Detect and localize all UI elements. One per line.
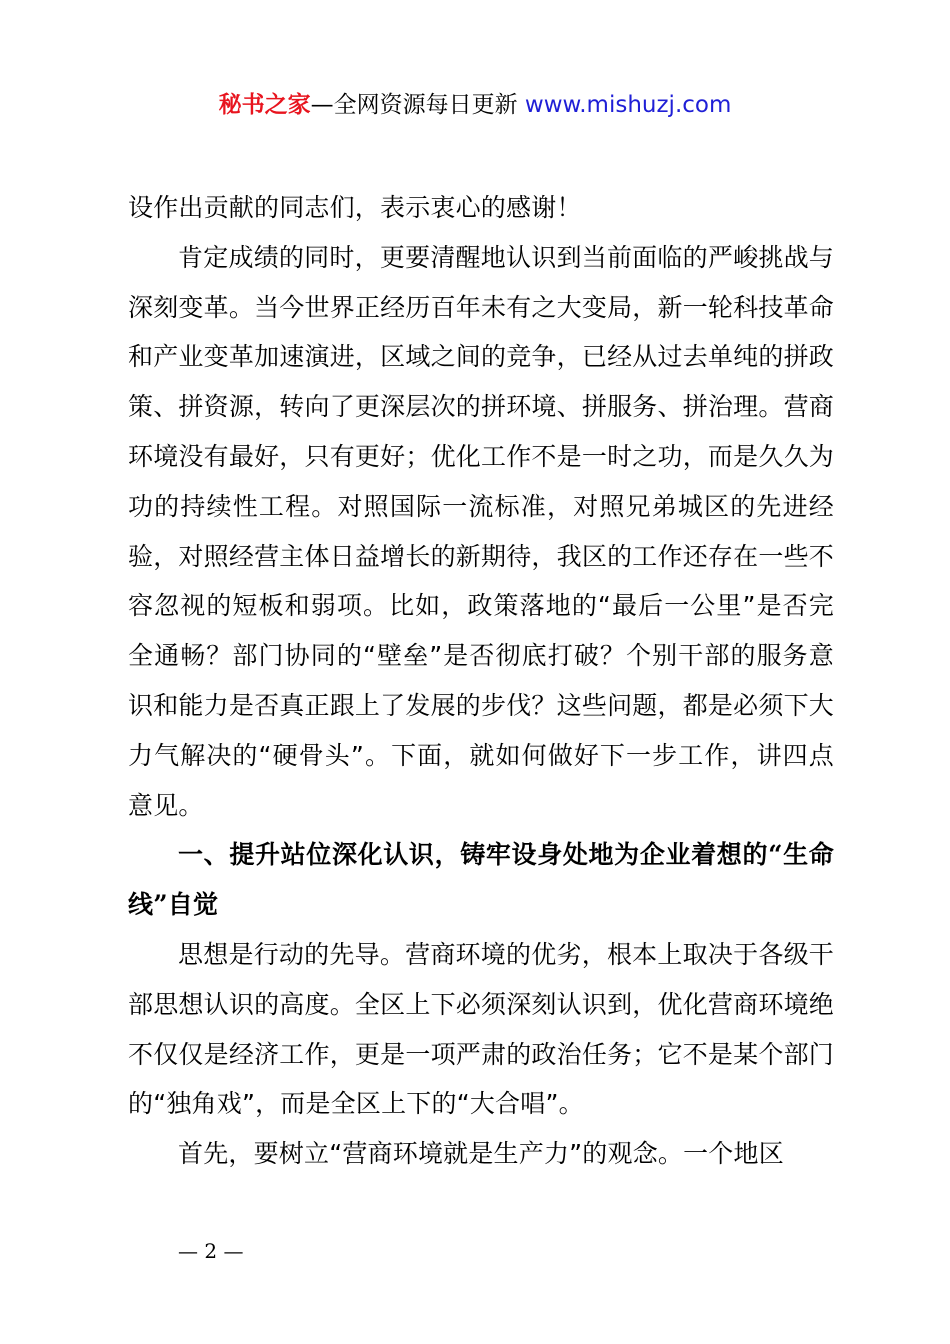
page-header bbox=[0, 88, 950, 122]
header-tagline: —全网资源每日更新 bbox=[310, 92, 518, 118]
paragraph: 思想是行动的先导。营商环境的优劣，根本上取决于各级干部思想认识的高度。全区上下必须深刻认识到，优化营商环境绝不仅仅是经济工作，更是一项严肃的政治任务；它不是某个部门的“独角戏”，而是全区上下的“大合唱”。 bbox=[128, 939, 834, 1119]
website-link[interactable]: www.mishuzj.com bbox=[524, 92, 732, 118]
brand-name: 秘书之家 bbox=[218, 92, 311, 118]
document-body bbox=[128, 183, 834, 1179]
paragraph: 首先，要树立“营商环境就是生产力”的观念。一个地区 bbox=[178, 1139, 784, 1169]
paragraph: 肯定成绩的同时，更要清醒地认识到当前面临的严峻挑战与深刻变革。当今世界正经历百年未有之大变局，新一轮科技革命和产业变革加速演进，区域之间的竞争，已经从过去单纯的拼政策、拼资源，转向了更深层次的拼环境、拼服务、拼治理。营商环境没有最好，只有更好；优化工作不是一时之功，而是久久为功的持续性工程。对照国际一流标准，对照兄弟城区的先进经验，对照经营主体日益增长的新期待，我区的工作还存在一些不容忽视的短板和弱项。比如，政策落地的“最后一公里”是否完全通畅？部门协同的“壁垒”是否彻底打破？个别干部的服务意识和能力是否真正跟上了发展的步伐？这些问题，都是必须下大力气解决的“硬骨头”。下面，就如何做好下一步工作，讲四点意见。 bbox=[128, 242, 834, 820]
page-number: — 2 — bbox=[178, 1239, 244, 1263]
section-heading: 一、提升站位深化认识，铸牢设身处地为企业着想的“生命线”自觉 bbox=[128, 840, 834, 920]
paragraph-continuation: 设作出贡献的同志们，表示衷心的感谢！ bbox=[128, 193, 582, 222]
